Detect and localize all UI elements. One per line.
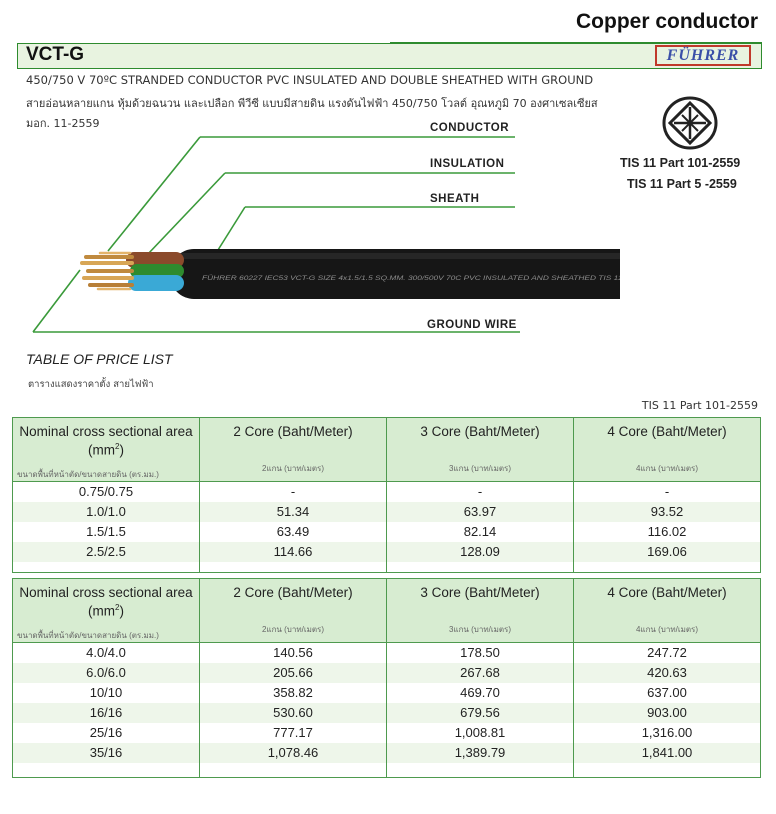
copper-strands [82,253,132,289]
cell-size: 1.0/1.0 [13,502,200,522]
price-list-title: TABLE OF PRICE LIST [26,351,173,367]
header-3-core: 3 Core (Baht/Meter) 3แกน (บาท/เมตร) [387,418,574,482]
ground-leader-diag [33,270,80,332]
cell-2-core: 51.34 [200,502,387,522]
cell-3-core: 679.56 [387,703,574,723]
conductor-label: CONDUCTOR [430,122,510,134]
cell-size: 35/16 [13,743,200,763]
tis-standard-2: TIS 11 Part 5 -2559 [627,177,737,191]
table-row [13,663,761,683]
cell-2-core: 530.60 [200,703,387,723]
cell-4-core: 169.06 [574,542,761,562]
insulation-leader-diag [147,173,225,255]
cell-3-core: 82.14 [387,522,574,542]
table-spacer-row [13,562,761,573]
cell-3-core: 1,389.79 [387,743,574,763]
cell-2-core: 114.66 [200,542,387,562]
cell-2-core: 140.56 [200,642,387,663]
cell-3-core: 63.97 [387,502,574,522]
cell-4-core: 1,316.00 [574,723,761,743]
cell-size: 0.75/0.75 [13,481,200,502]
cell-3-core: 1,008.81 [387,723,574,743]
price-list-standard: TIS 11 Part 101-2559 [641,399,758,412]
cell-4-core: 247.72 [574,642,761,663]
cell-size: 4.0/4.0 [13,642,200,663]
tis-certification-icon [660,95,720,151]
cell-3-core: 128.09 [387,542,574,562]
description-english: 450/750 V 70ºC STRANDED CONDUCTOR PVC INSULATED AND DOUBLE SHEATHED WITH GROUND [26,73,594,87]
header-size: Nominal cross sectional area $(mm^2)$ ขนาดพื้นที่หน้าตัด/ขนาดสายดิน (ตร.มม.) [13,579,200,643]
cell-2-core: 358.82 [200,683,387,703]
cable-print: FÜHRER 60227 IEC53 VCT-G SIZE 4x1.5/1.5 SQ.MM. 300/500V 70C PVC INSULATED AND SHEATHED TIS 11 PART5-2553 [202,275,574,282]
tis-standard-1: TIS 11 Part 101-2559 [620,156,741,170]
table-header-row [13,418,761,482]
cell-size: 25/16 [13,723,200,743]
cable-diagram [0,115,620,340]
conductor-leader-diag [108,137,200,251]
cell-4-core: 116.02 [574,522,761,542]
cell-2-core: 63.49 [200,522,387,542]
cell-2-core: - [200,481,387,502]
cell-4-core: 1,841.00 [574,743,761,763]
header-4-core: 4 Core (Baht/Meter) 4แกน (บาท/เมตร) [574,579,761,643]
cell-3-core: - [387,481,574,502]
cell-size: 16/16 [13,703,200,723]
table-row [13,743,761,763]
table-row [13,522,761,542]
cell-size: 1.5/1.5 [13,522,200,542]
table-row [13,481,761,502]
cell-2-core: 205.66 [200,663,387,683]
model-name: VCT-G [26,44,85,65]
cell-2-core: 1,078.46 [200,743,387,763]
cell-4-core: - [574,481,761,502]
table-row [13,723,761,743]
brand-logo: FÜHRER [655,45,751,66]
cell-4-core: 420.63 [574,663,761,683]
page-title: Copper conductor [576,10,758,33]
cell-size: 6.0/6.0 [13,663,200,683]
price-table-1 [12,417,761,573]
header-size: Nominal cross sectional area $(mm^2)$ ขนาดพื้นที่หน้าตัด/ขนาดสายดิน (ตร.มม.) [13,418,200,482]
table-row [13,642,761,663]
header-2-core: 2 Core (Baht/Meter) 2แกน (บาท/เมตร) [200,418,387,482]
cell-size: 10/10 [13,683,200,703]
table-row [13,542,761,562]
sheath-label: SHEATH [430,193,480,205]
cell-2-core: 777.17 [200,723,387,743]
table-row [13,502,761,522]
cell-3-core: 178.50 [387,642,574,663]
table-spacer-row [13,763,761,778]
cell-4-core: 903.00 [574,703,761,723]
cell-3-core: 267.68 [387,663,574,683]
cell-4-core: 93.52 [574,502,761,522]
sheath-leader-diag [218,207,245,250]
price-list-subtitle: ตารางแสดงราคาตั้ง สายไฟฟ้า [28,379,154,390]
description-standard: มอก. 11-2559 [26,117,100,130]
table-row [13,683,761,703]
price-table-2 [12,578,761,778]
core-blue [128,275,184,291]
ground-wire-label: GROUND WIRE [427,319,517,331]
header-3-core: 3 Core (Baht/Meter) 3แกน (บาท/เมตร) [387,579,574,643]
cell-4-core: 637.00 [574,683,761,703]
description-thai: สายอ่อนหลายแกน หุ้มด้วยฉนวน และเปลือก พีวีซี แบบมีสายดิน แรงดันไฟฟ้า 450/750 โวลต์ อุณหภูมิ 70 องศาเซลเซียส [26,97,598,110]
cell-size: 2.5/2.5 [13,542,200,562]
model-bar [17,43,762,69]
table-row [13,703,761,723]
table-header-row [13,579,761,643]
insulation-label: INSULATION [430,158,505,170]
cell-3-core: 469.70 [387,683,574,703]
header-2-core: 2 Core (Baht/Meter) 2แกน (บาท/เมตร) [200,579,387,643]
header-4-core: 4 Core (Baht/Meter) 4แกน (บาท/เมตร) [574,418,761,482]
